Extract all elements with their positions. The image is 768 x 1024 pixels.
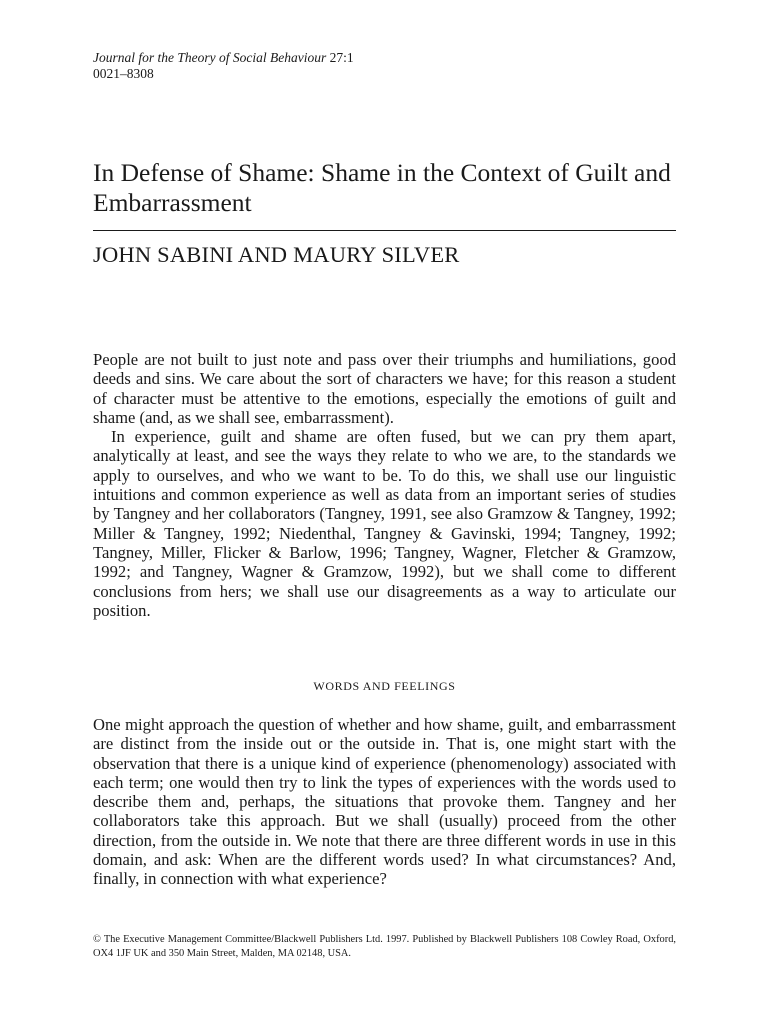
section-heading: WORDS AND FEELINGS — [313, 679, 456, 693]
intro-paragraph-1: People are not built to just note and pass over their triumphs and humiliations, good deeds and sins. We care about the sort of characters we have; for this reason a student of character must be attentive to the emotions, especially the emotions of guilt and shame (and, as we shall see, embarrassment). — [93, 350, 676, 427]
journal-title: Journal for the Theory of Social Behaviour — [93, 50, 327, 65]
intro-section — [93, 350, 676, 620]
journal-volume: 27:1 — [329, 50, 354, 65]
paper-page — [93, 0, 676, 1024]
journal-citation — [93, 50, 354, 66]
article-title: In Defense of Shame: Shame in the Context of Guilt and Embarrassment — [93, 158, 671, 217]
intro-paragraph-2: In experience, guilt and shame are often fused, but we can pry them apart, analytically at least, and see the ways they relate to who we are, to the standards we apply to ourselves, and who we want to be. To do this, we shall use our linguistic intuitions and common experience as well as data from an important series of studies by Tangney and her collaborators (Tangney, 1991, see also Gramzow & Tangney, 1992; Miller & Tangney, 1992; Niedenthal, Tangney & Gavinski, 1994; Tangney, 1992; Tangney, Miller, Flicker & Barlow, 1996; Tangney, Wagner, Fletcher & Gramzow, 1992; and Tangney, Wagner & Gramzow, 1992), but we shall come to different conclusions from hers; we shall use our disagreements as a way to articulate our position. — [93, 427, 676, 620]
article-authors: JOHN SABINI AND MAURY SILVER — [93, 242, 460, 267]
section-paragraph-1: One might approach the question of whether and how shame, guilt, and embarrassment are distinct from the inside out or the outside in. That is, one might start with the observation that there is a unique kind of experience (phenomenology) associated with each term; one would then try to link the types of experiences with the words used to describe them and, perhaps, the situations that provoke them. Tangney and her collaborators take this approach. But we shall (usually) proceed from the other direction, from the outside in. We note that there are three different words in use in this domain, and ask: When are the different words used? In what circumstances? And, finally, in connection with what experience? — [93, 715, 676, 889]
section-body — [93, 715, 676, 889]
title-divider — [93, 230, 676, 231]
running-head — [93, 50, 354, 82]
copyright-notice: © The Executive Management Committee/Blackwell Publishers Ltd. 1997. Published by Blackwell Publishers 108 Cowley Road, Oxford, OX4 1JF UK and 350 Main Street, Malden, MA 02148, USA. — [93, 934, 676, 959]
journal-issn: 0021–8308 — [93, 66, 154, 81]
